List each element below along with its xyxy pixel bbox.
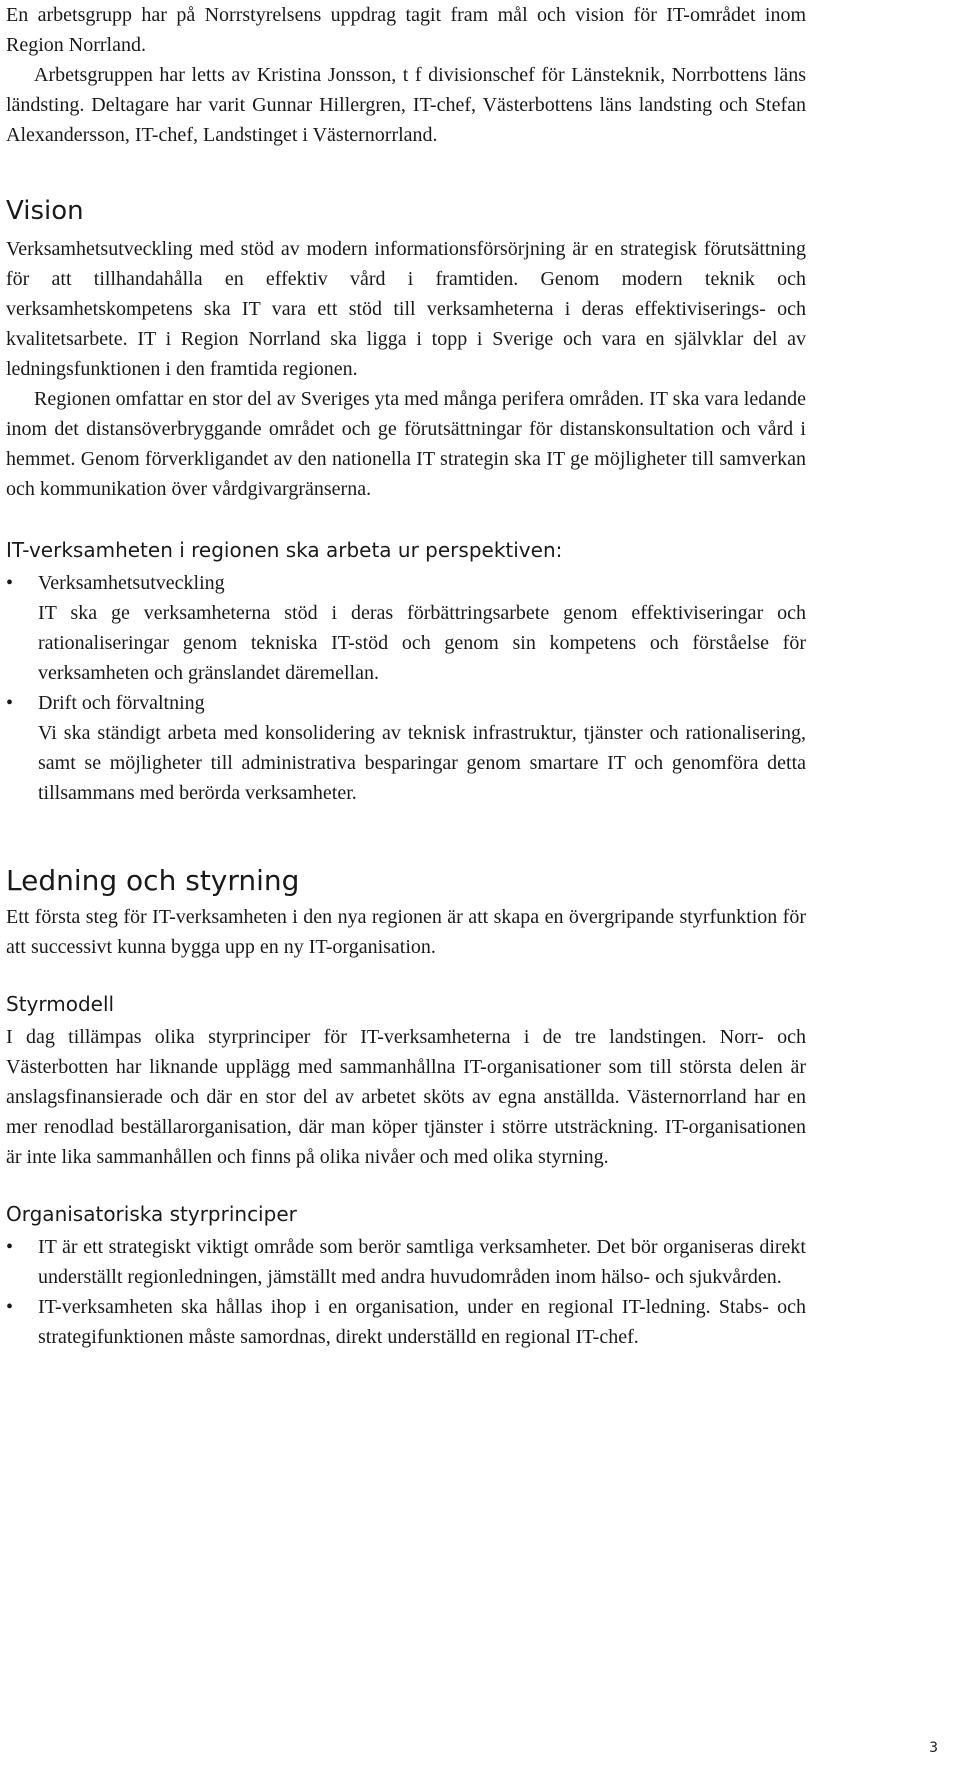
ledning-heading: Ledning och styrning (6, 864, 300, 897)
perspective-text: Vi ska ständigt arbeta med konsolidering av teknisk infrastruktur, tjänster och rationalisering, samt se möjligheter till administrativa besparingar genom smartare IT och genomföra detta tillsammans med berörda verksamheter. (38, 722, 806, 804)
ledning-paragraph: Ett första steg för IT-verksamheten i den nya regionen är att skapa en övergripande styrfunktion för att successivt kunna bygga upp en ny IT-organisation. (6, 906, 806, 958)
intro-paragraph-2: Arbetsgruppen har letts av Kristina Jonsson, t f divisionschef för Länsteknik, Norrbottens läns ländsting. Deltagare har varit Gunnar Hillergren, IT-chef, Västerbottens läns landsting och Stefan Alexandersson, IT-chef, Landstinget i Västernorrland. (6, 64, 806, 146)
styrmodell-heading: Styrmodell (6, 992, 115, 1016)
bullet-icon: • (6, 1236, 14, 1258)
perspectives-list (6, 568, 806, 808)
perspective-title: Drift och förvaltning (38, 692, 205, 714)
organisatoriska-heading: Organisatoriska styrprinciper (6, 1202, 297, 1226)
perspectives-heading: IT-verksamheten i regionen ska arbeta ur perspektiven: (6, 538, 563, 562)
bullet-icon: • (6, 692, 14, 714)
list-item (6, 568, 806, 688)
vision-paragraph-1: Verksamhetsutveckling med stöd av modern informationsförsörjning är en strategisk förutsättning för att tillhandahålla en effektiv vård i framtiden. Genom modern teknik och verksamhetskompetens ska IT vara ett stöd till verksamheterna i deras effektiviserings- och kvalitetsarbete. IT i Region Norrland ska ligga i topp i Sverige och vara en självklar del av ledningsfunktionen i den framtida regionen. (6, 238, 806, 380)
bullet-icon: • (6, 572, 14, 594)
page-number: 3 (929, 1740, 938, 1756)
list-item (6, 1292, 806, 1352)
list-item (6, 688, 806, 808)
perspective-text: IT ska ge verksamheterna stöd i deras förbättringsarbete genom effektiviseringar och rationaliseringar genom tekniska IT-stöd och genom sin kompetens och förståelse för verksamheten och gränslandet däremellan. (38, 602, 806, 684)
perspective-title: Verksamhetsutveckling (38, 572, 225, 594)
principle-text: IT är ett strategiskt viktigt område som berör samtliga verksamheter. Det bör organiseras direkt underställt regionledningen, jämställt med andra huvudområden inom hälso- och sjukvården. (38, 1236, 806, 1288)
principle-text: IT-verksamheten ska hållas ihop i en organisation, under en regional IT-ledning. Stabs- och strategifunktionen måste samordnas, direkt underställd en regional IT-chef. (38, 1296, 806, 1348)
organisatoriska-list (6, 1232, 806, 1352)
list-item (6, 1232, 806, 1292)
bullet-icon: • (6, 1296, 14, 1318)
vision-paragraph-2: Regionen omfattar en stor del av Sveriges yta med många perifera områden. IT ska vara ledande inom det distansöverbryggande området och ge förutsättningar för distanskonsultation och vård i hemmet. Genom förverkligandet av den nationella IT strategin ska IT ge möjligheter till samverkan och kommunikation över vårdgivargränserna. (6, 388, 806, 500)
intro-paragraph-1: En arbetsgrupp har på Norrstyrelsens uppdrag tagit fram mål och vision för IT-området inom Region Norrland. (6, 4, 806, 56)
document-page (6, 0, 806, 1352)
styrmodell-paragraph: I dag tillämpas olika styrprinciper för IT-verksamheterna i de tre landstingen. Norr- och Västerbotten har liknande upplägg med sammanhållna IT-organisationer som till största delen är anslagsfinansierade och där en stor del av arbetet sköts av egna anställda. Västernorrland har en mer renodlad beställarorganisation, där man köper tjänster i större utsträckning. IT-organisationen är inte lika sammanhållen och finns på olika nivåer och med olika styrning. (6, 1026, 806, 1168)
vision-heading: Vision (6, 196, 84, 226)
